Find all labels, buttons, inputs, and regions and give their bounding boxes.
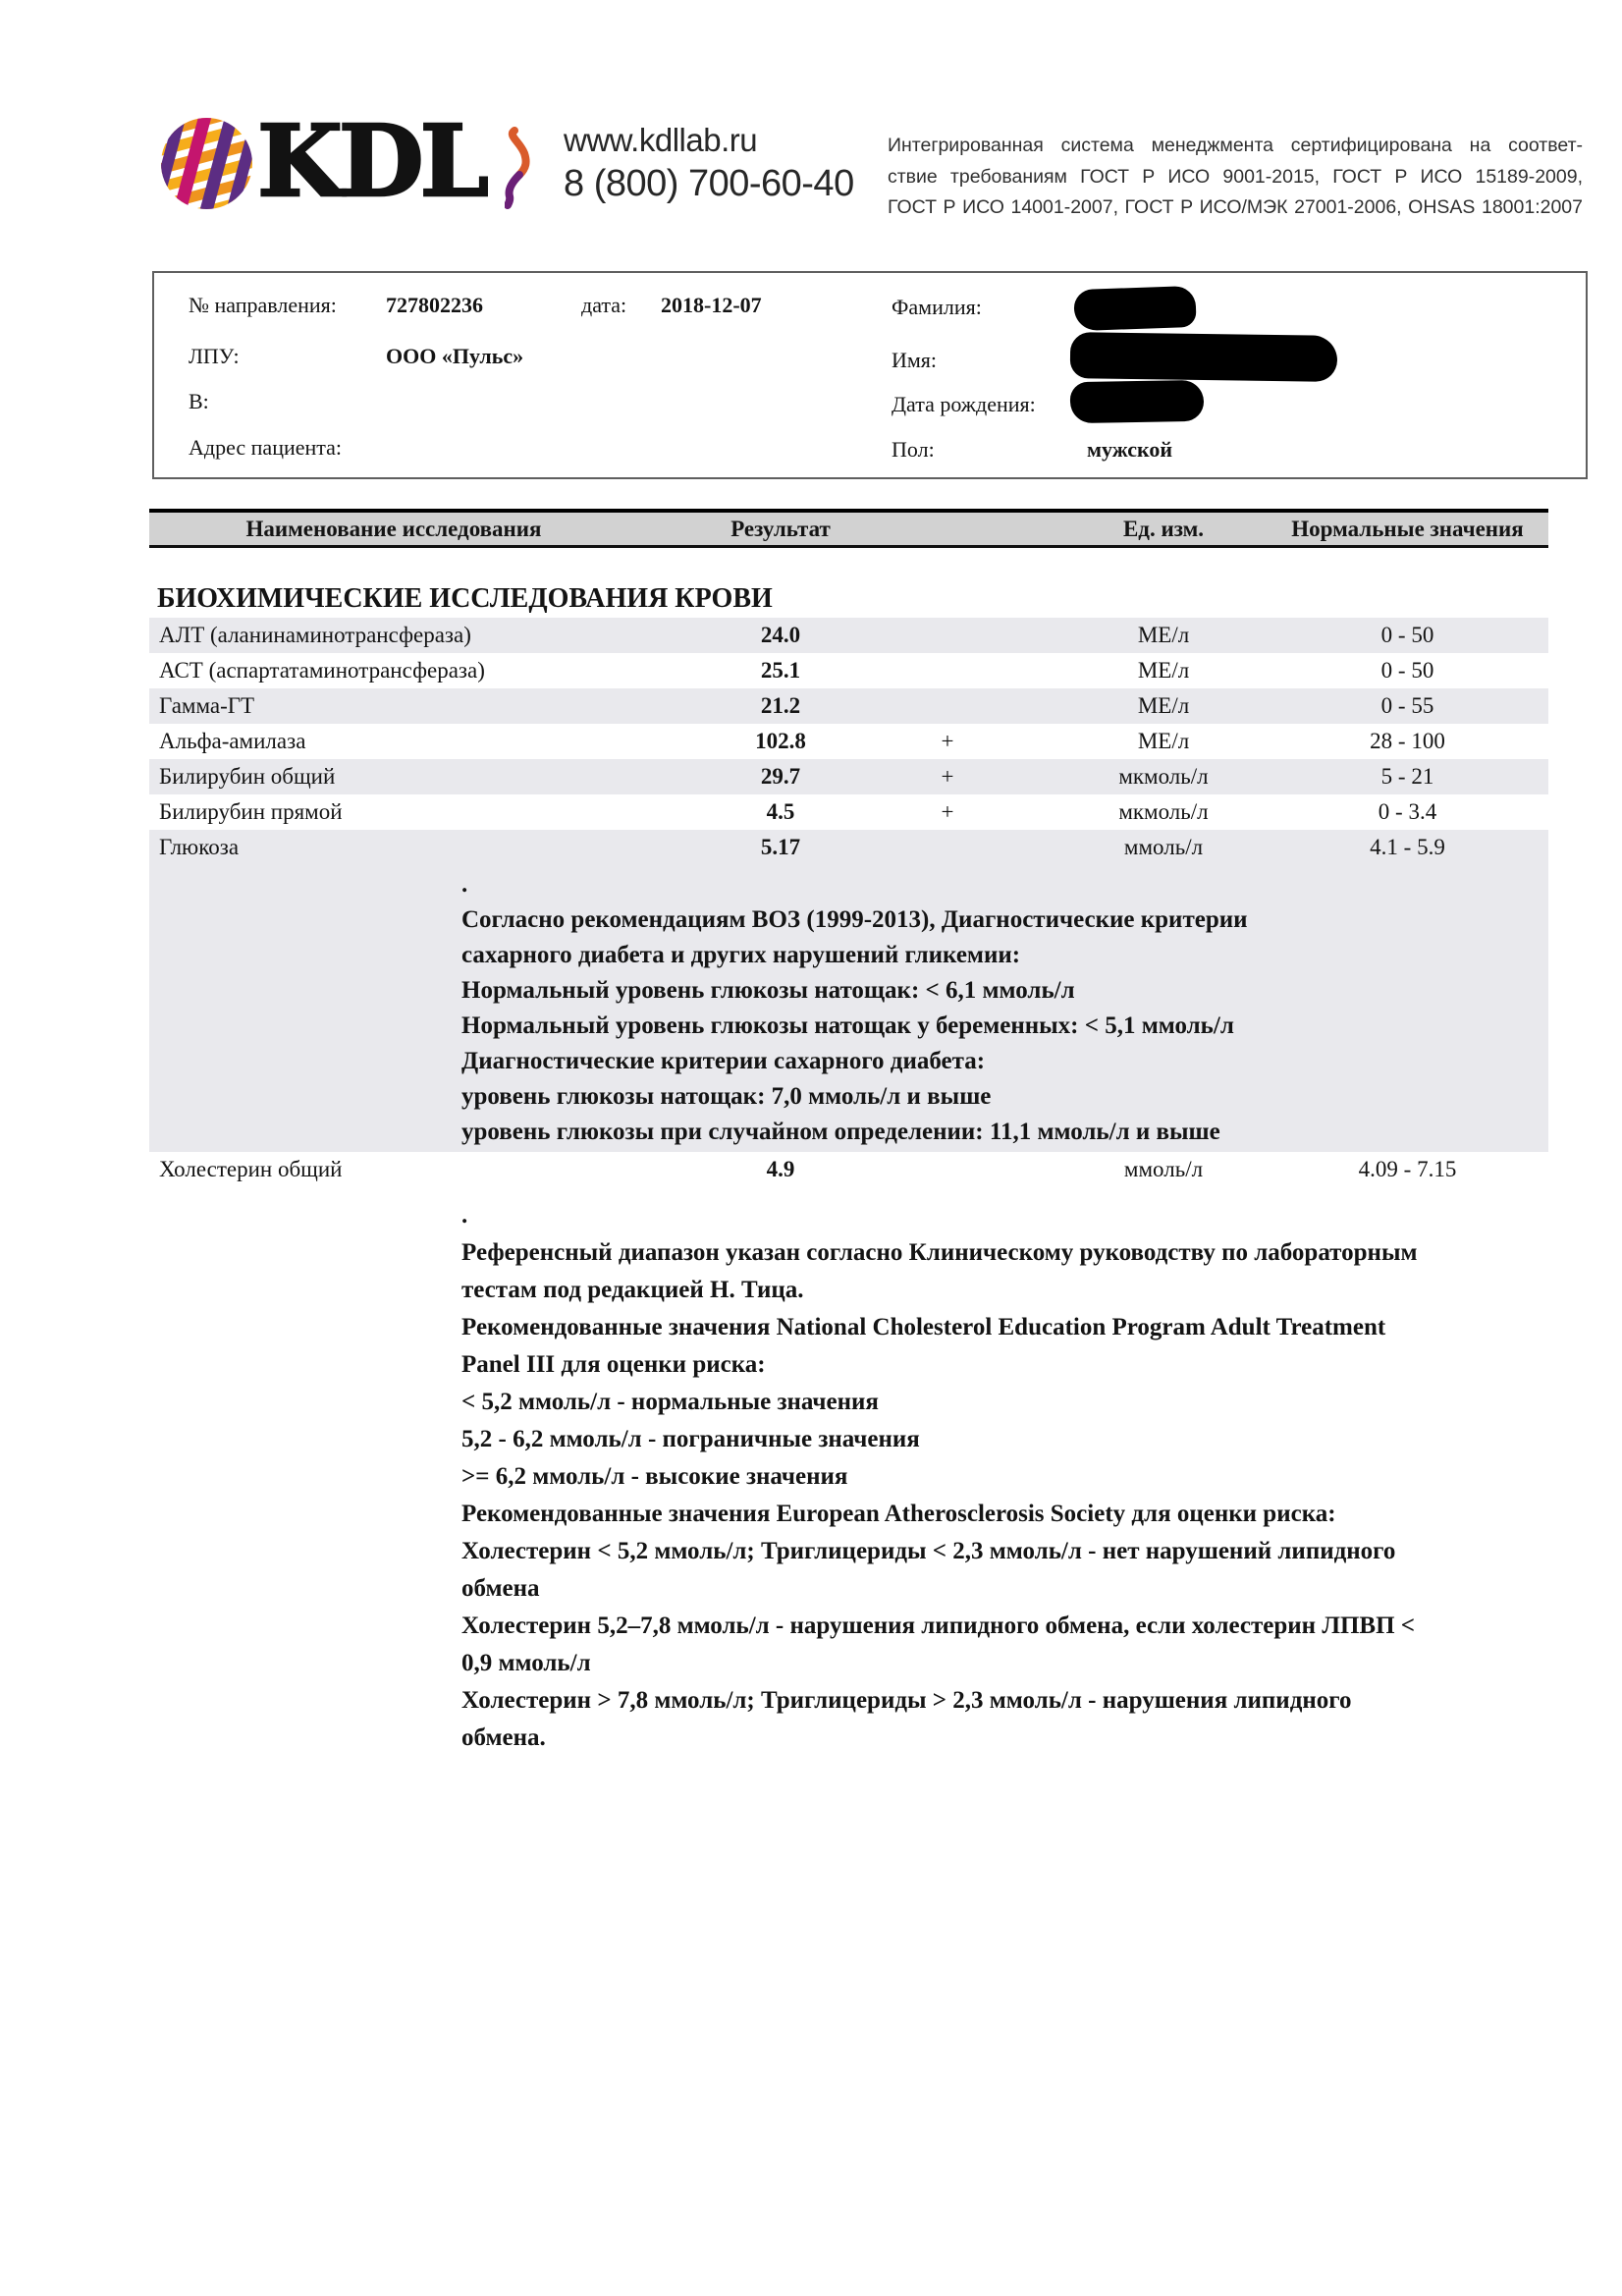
test-name-cell: Билирубин общий — [159, 764, 336, 789]
patient-info-box — [152, 271, 1588, 479]
normal-range-cell: 5 - 21 — [1380, 764, 1434, 789]
results-table — [149, 509, 1548, 1757]
test-name-cell: Холестерин общий — [159, 1157, 343, 1181]
comment-line: 5,2 - 6,2 ммоль/л - пограничные значения — [461, 1426, 920, 1452]
result-cell: 5.17 — [760, 835, 801, 859]
comment-line: Согласно рекомендациям ВОЗ (1999-2013), Диагностические критерии — [461, 906, 1248, 933]
test-name-cell: Альфа-амилаза — [159, 729, 306, 753]
normal-range-cell: 0 - 55 — [1380, 693, 1434, 718]
comment-line: 0,9 ммоль/л — [461, 1650, 591, 1676]
normal-range-cell: 0 - 3.4 — [1378, 799, 1437, 824]
referral-number-label: № направления: — [189, 293, 337, 317]
phone-number: 8 (800) 700-60-40 — [564, 163, 854, 204]
test-name-cell: Билирубин прямой — [159, 799, 343, 824]
result-cell: 25.1 — [760, 658, 801, 683]
table-row — [149, 830, 1548, 865]
flag-cell: + — [941, 729, 954, 753]
kdl-wordmark: KDL — [257, 103, 485, 219]
table-row — [149, 653, 1548, 688]
unit-cell: МЕ/л — [1137, 693, 1190, 718]
comment-line: уровень глюкозы натощак: 7,0 ммоль/л и выше — [461, 1083, 992, 1110]
comment-line: Холестерин 5,2–7,8 ммоль/л - нарушения липидного обмена, если холестерин ЛПВП < — [461, 1613, 1416, 1639]
table-row — [149, 794, 1548, 830]
unit-cell: МЕ/л — [1137, 729, 1190, 753]
column-header-normal: Нормальные значения — [1291, 517, 1524, 541]
comment-line: Рекомендованные значения National Cholesterol Education Program Adult Treatment — [461, 1314, 1386, 1340]
birthdate-label: Дата рождения: — [892, 392, 1036, 416]
normal-range-cell: 28 - 100 — [1370, 729, 1445, 753]
result-cell: 102.8 — [755, 729, 806, 753]
lpu-value: ООО «Пульс» — [386, 344, 524, 368]
firstname-label: Имя: — [892, 348, 938, 372]
result-cell: 4.5 — [766, 799, 795, 824]
referral-number-value: 727802236 — [386, 293, 483, 317]
comment-line: . — [461, 871, 468, 898]
test-name-cell: АСТ (аспартатаминотрансфераза) — [159, 658, 485, 683]
surname-label: Фамилия: — [892, 295, 982, 319]
normal-range-cell: 4.09 - 7.15 — [1358, 1157, 1457, 1181]
normal-range-cell: 4.1 - 5.9 — [1370, 835, 1445, 859]
glucose-comment — [149, 865, 1548, 1152]
comment-line: Нормальный уровень глюкозы натощак у беременных: < 5,1 ммоль/л — [461, 1012, 1234, 1039]
website-url: www.kdllab.ru — [564, 122, 758, 158]
patient-address-label: Адрес пациента: — [189, 435, 343, 460]
normal-range-cell: 0 - 50 — [1380, 623, 1434, 647]
comment-line: Panel III для оценки риска: — [461, 1351, 766, 1378]
comment-line: Референсный диапазон указан согласно Клиническому руководству по лабораторным — [461, 1239, 1418, 1266]
comment-line: сахарного диабета и других нарушений гликемии: — [461, 942, 1021, 968]
result-cell: 21.2 — [760, 693, 801, 718]
unit-cell: МЕ/л — [1137, 623, 1190, 647]
comment-line: Диагностические критерии сахарного диабета: — [461, 1048, 986, 1074]
date-label: дата: — [581, 293, 627, 317]
sex-value: мужской — [1087, 437, 1173, 462]
comment-line: Холестерин > 7,8 ммоль/л; Триглицериды > 2,3 ммоль/л - нарушения липидного — [461, 1687, 1352, 1714]
section-title: БИОХИМИЧЕСКИЕ ИССЛЕДОВАНИЯ КРОВИ — [157, 583, 773, 614]
column-header-unit: Ед. изм. — [1122, 517, 1205, 541]
test-name-cell: Глюкоза — [159, 835, 240, 859]
certification-text — [888, 131, 1583, 224]
flag-cell: + — [941, 764, 954, 789]
comment-line: уровень глюкозы при случайном определении: 11,1 ммоль/л и выше — [461, 1119, 1220, 1145]
certification-line: Интегрированная система менеджмента сертифицирована на соответ- — [888, 135, 1583, 156]
comment-line: обмена. — [461, 1724, 546, 1751]
table-row — [149, 724, 1548, 759]
comment-line: Холестерин < 5,2 ммоль/л; Триглицериды < 2,3 ммоль/л - нет нарушений липидного — [461, 1538, 1396, 1564]
column-header-result: Результат — [730, 517, 831, 541]
result-cell: 29.7 — [760, 764, 801, 789]
test-name-cell: Гамма-ГТ — [159, 693, 255, 718]
comment-line: Рекомендованные значения European Atherosclerosis Society для оценки риска: — [461, 1501, 1336, 1527]
result-cell: 4.9 — [766, 1157, 795, 1181]
lpu-label: ЛПУ: — [189, 344, 240, 368]
kdl-globe-logo-icon — [159, 116, 254, 211]
sex-label: Пол: — [892, 437, 935, 462]
normal-range-cell: 0 - 50 — [1380, 658, 1434, 683]
test-name-cell: АЛТ (аланинаминотрансфераза) — [159, 623, 471, 647]
comment-line: тестам под редакцией Н. Тица. — [461, 1277, 804, 1303]
date-value: 2018-12-07 — [661, 293, 762, 317]
comment-line: < 5,2 ммоль/л - нормальные значения — [461, 1389, 879, 1415]
certification-line: ствие требованиям ГОСТ Р ИСО 9001-2015, ГОСТ Р ИСО 15189-2009, — [888, 165, 1583, 188]
result-cell: 24.0 — [760, 623, 801, 647]
table-row — [149, 759, 1548, 794]
table-row — [149, 618, 1548, 653]
unit-cell: мкмоль/л — [1118, 799, 1209, 824]
comment-line: >= 6,2 ммоль/л - высокие значения — [461, 1463, 848, 1490]
certification-line: ГОСТ Р ИСО 14001-2007, ГОСТ Р ИСО/МЭК 27001-2006, OHSAS 18001:2007 — [888, 196, 1583, 218]
name-redaction — [1070, 332, 1338, 382]
table-row — [149, 688, 1548, 724]
to-label: В: — [189, 389, 209, 413]
flag-cell: + — [941, 799, 954, 824]
surname-redaction — [1073, 286, 1196, 331]
unit-cell: ммоль/л — [1123, 835, 1204, 859]
comment-line: обмена — [461, 1575, 540, 1602]
comment-line: Нормальный уровень глюкозы натощак: < 6,1 ммоль/л — [461, 977, 1075, 1004]
unit-cell: мкмоль/л — [1118, 764, 1209, 789]
column-header-name: Наименование исследования — [245, 517, 542, 541]
cholesterol-comment — [149, 1197, 1548, 1757]
kdl-swoosh-icon — [505, 127, 536, 209]
comment-line: . — [461, 1202, 468, 1229]
unit-cell: МЕ/л — [1137, 658, 1190, 683]
table-row — [149, 1152, 1548, 1187]
unit-cell: ммоль/л — [1123, 1157, 1204, 1181]
table-header-row — [149, 509, 1548, 548]
birthdate-redaction — [1070, 380, 1205, 423]
